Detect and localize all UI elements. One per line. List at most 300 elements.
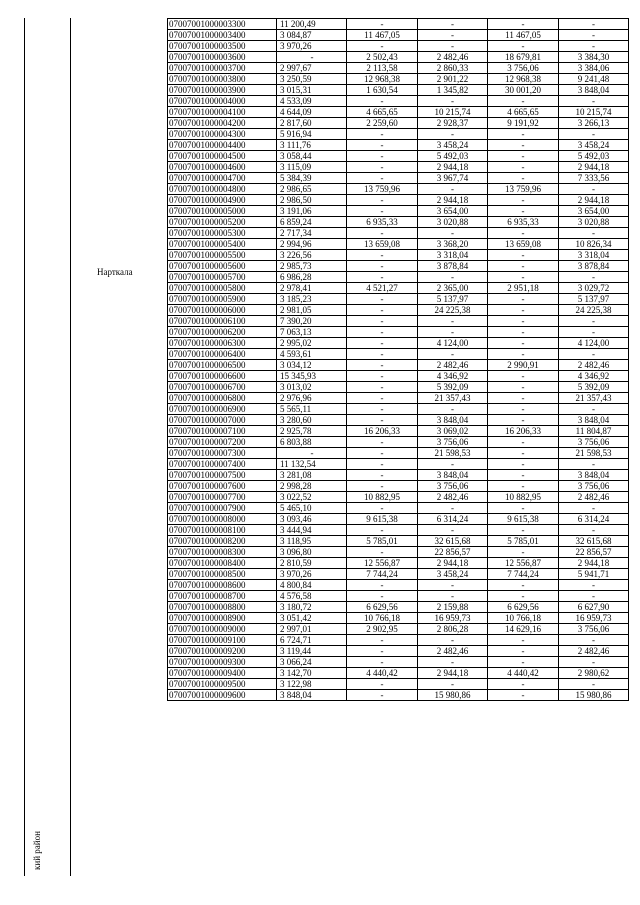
value-cell-4: - [488, 679, 559, 690]
value-cell-2: 10 766,18 [347, 613, 418, 624]
value-cell-3: 2 482,46 [418, 646, 488, 657]
code-cell: 07007001000006800 [168, 393, 277, 404]
value-cell-4: 5 785,01 [488, 536, 559, 547]
code-cell: 07007001000007300 [168, 448, 277, 459]
table-row [168, 63, 629, 74]
table-row [168, 294, 629, 305]
value-cell-4: - [488, 437, 559, 448]
table-row [168, 184, 629, 195]
value-cell-4: 18 679,81 [488, 52, 559, 63]
value-cell-1: 2 995,02 [277, 338, 347, 349]
value-cell-4: - [488, 129, 559, 140]
value-cell-2: - [347, 646, 418, 657]
value-cell-5: 3 458,24 [559, 140, 629, 151]
value-cell-5: 3 384,06 [559, 63, 629, 74]
code-cell: 07007001000007600 [168, 481, 277, 492]
code-cell: 07007001000005300 [168, 228, 277, 239]
value-cell-1: 6 986,28 [277, 272, 347, 283]
value-cell-4: 10 882,95 [488, 492, 559, 503]
table-row [168, 74, 629, 85]
value-cell-4: - [488, 294, 559, 305]
value-cell-5: 21 357,43 [559, 393, 629, 404]
value-cell-4: 13 659,08 [488, 239, 559, 250]
value-cell-4: - [488, 591, 559, 602]
value-cell-3: 2 944,18 [418, 668, 488, 679]
value-cell-5: 7 333,56 [559, 173, 629, 184]
value-cell-2: - [347, 371, 418, 382]
value-cell-2: - [347, 162, 418, 173]
value-cell-4: - [488, 272, 559, 283]
table-row [168, 349, 629, 360]
table-row [168, 525, 629, 536]
value-cell-2: 12 556,87 [347, 558, 418, 569]
code-cell: 07007001000008800 [168, 602, 277, 613]
value-cell-1: 6 724,71 [277, 635, 347, 646]
value-cell-1: 7 390,20 [277, 316, 347, 327]
value-cell-4: - [488, 646, 559, 657]
code-cell: 07007001000009300 [168, 657, 277, 668]
value-cell-5: 2 482,46 [559, 646, 629, 657]
value-cell-4: - [488, 349, 559, 360]
value-cell-2: - [347, 316, 418, 327]
value-cell-5: 3 318,04 [559, 250, 629, 261]
code-cell: 07007001000008700 [168, 591, 277, 602]
table-row [168, 426, 629, 437]
value-cell-3: - [418, 30, 488, 41]
value-cell-1: 3 118,95 [277, 536, 347, 547]
region-label: кий район [32, 831, 42, 870]
value-cell-4: 3 756,06 [488, 63, 559, 74]
value-cell-5: 3 756,06 [559, 437, 629, 448]
value-cell-1: 6 859,24 [277, 217, 347, 228]
value-cell-5: 15 980,86 [559, 690, 629, 701]
value-cell-4: - [488, 162, 559, 173]
code-cell: 07007001000005500 [168, 250, 277, 261]
value-cell-3: 3 848,04 [418, 470, 488, 481]
code-cell: 07007001000008200 [168, 536, 277, 547]
value-cell-5: 3 654,00 [559, 206, 629, 217]
value-cell-3: - [418, 657, 488, 668]
table-row [168, 393, 629, 404]
value-cell-3: 3 848,04 [418, 415, 488, 426]
value-cell-1: 2 994,96 [277, 239, 347, 250]
value-cell-5: - [559, 525, 629, 536]
value-cell-3: - [418, 580, 488, 591]
code-cell: 07007001000008500 [168, 569, 277, 580]
value-cell-2: 6 629,56 [347, 602, 418, 613]
value-cell-4: - [488, 690, 559, 701]
code-cell: 07007001000006000 [168, 305, 277, 316]
value-cell-4: - [488, 382, 559, 393]
value-cell-1: 2 925,78 [277, 426, 347, 437]
value-cell-2: - [347, 19, 418, 30]
value-cell-1: 2 986,65 [277, 184, 347, 195]
value-cell-2: - [347, 657, 418, 668]
value-cell-1: 3 185,23 [277, 294, 347, 305]
value-cell-3: 2 159,88 [418, 602, 488, 613]
code-cell: 07007001000004500 [168, 151, 277, 162]
value-cell-5: - [559, 316, 629, 327]
value-cell-4: 13 759,96 [488, 184, 559, 195]
value-cell-5: 3 878,84 [559, 261, 629, 272]
value-cell-3: 2 482,46 [418, 360, 488, 371]
value-cell-5: - [559, 503, 629, 514]
table-row [168, 217, 629, 228]
value-cell-4: 9 615,38 [488, 514, 559, 525]
value-cell-3: 3 318,04 [418, 250, 488, 261]
value-cell-5: - [559, 30, 629, 41]
value-cell-2: - [347, 195, 418, 206]
value-cell-5: 4 346,92 [559, 371, 629, 382]
value-cell-4: 9 191,92 [488, 118, 559, 129]
code-cell: 07007001000004900 [168, 195, 277, 206]
value-cell-4: 6 935,33 [488, 217, 559, 228]
value-cell-4: - [488, 404, 559, 415]
value-cell-3: 2 860,33 [418, 63, 488, 74]
value-cell-5: 32 615,68 [559, 536, 629, 547]
value-cell-1: 2 985,73 [277, 261, 347, 272]
code-cell: 07007001000003400 [168, 30, 277, 41]
table-row [168, 624, 629, 635]
table-row [168, 558, 629, 569]
value-cell-1: 3 093,46 [277, 514, 347, 525]
table-row [168, 19, 629, 30]
table-row [168, 305, 629, 316]
value-cell-5: - [559, 327, 629, 338]
code-cell: 07007001000005200 [168, 217, 277, 228]
value-cell-3: - [418, 635, 488, 646]
table-row [168, 118, 629, 129]
value-cell-5: 2 980,62 [559, 668, 629, 679]
table-row [168, 338, 629, 349]
value-cell-4: - [488, 580, 559, 591]
code-cell: 07007001000007700 [168, 492, 277, 503]
code-cell: 07007001000006200 [168, 327, 277, 338]
code-cell: 07007001000006600 [168, 371, 277, 382]
value-cell-4: 14 629,16 [488, 624, 559, 635]
value-cell-5: - [559, 404, 629, 415]
value-cell-3: 24 225,38 [418, 305, 488, 316]
value-cell-3: 3 368,20 [418, 239, 488, 250]
value-cell-2: - [347, 349, 418, 360]
value-cell-3: - [418, 679, 488, 690]
table-row [168, 448, 629, 459]
table-row [168, 668, 629, 679]
value-cell-3: 3 878,84 [418, 261, 488, 272]
value-cell-5: 5 137,97 [559, 294, 629, 305]
code-cell: 07007001000004600 [168, 162, 277, 173]
value-cell-2: - [347, 96, 418, 107]
value-cell-3: 2 806,28 [418, 624, 488, 635]
value-cell-4: - [488, 327, 559, 338]
code-cell: 07007001000006100 [168, 316, 277, 327]
value-cell-3: 3 756,06 [418, 481, 488, 492]
value-cell-3: 3 458,24 [418, 140, 488, 151]
value-cell-2: 13 759,96 [347, 184, 418, 195]
value-cell-1: - [277, 52, 347, 63]
value-cell-1: 4 644,09 [277, 107, 347, 118]
value-cell-4: 6 629,56 [488, 602, 559, 613]
value-cell-1: 3 180,72 [277, 602, 347, 613]
value-cell-2: - [347, 690, 418, 701]
value-cell-2: - [347, 305, 418, 316]
code-cell: 07007001000006400 [168, 349, 277, 360]
value-cell-2: - [347, 404, 418, 415]
value-cell-1: 3 111,76 [277, 140, 347, 151]
table-row [168, 536, 629, 547]
value-cell-1: 2 997,01 [277, 624, 347, 635]
value-cell-4: 16 206,33 [488, 426, 559, 437]
table-row [168, 162, 629, 173]
value-cell-3: - [418, 525, 488, 536]
value-cell-2: - [347, 250, 418, 261]
value-cell-1: 5 916,94 [277, 129, 347, 140]
value-cell-2: - [347, 437, 418, 448]
value-cell-2: - [347, 481, 418, 492]
value-cell-5: 4 124,00 [559, 338, 629, 349]
value-cell-5: - [559, 19, 629, 30]
value-cell-3: 3 756,06 [418, 437, 488, 448]
value-cell-4: - [488, 41, 559, 52]
value-cell-3: - [418, 591, 488, 602]
value-cell-4: - [488, 151, 559, 162]
table-row [168, 514, 629, 525]
value-cell-2: - [347, 382, 418, 393]
value-cell-2: 2 502,43 [347, 52, 418, 63]
table-row [168, 547, 629, 558]
table-row [168, 195, 629, 206]
value-cell-5: - [559, 272, 629, 283]
value-cell-4: - [488, 657, 559, 668]
code-cell: 07007001000008900 [168, 613, 277, 624]
value-cell-1: 4 593,61 [277, 349, 347, 360]
value-cell-3: 3 069,02 [418, 426, 488, 437]
value-cell-1: 4 533,09 [277, 96, 347, 107]
value-cell-2: 2 113,58 [347, 63, 418, 74]
value-cell-4: - [488, 459, 559, 470]
table-row [168, 107, 629, 118]
value-cell-3: 22 856,57 [418, 547, 488, 558]
value-cell-5: 22 856,57 [559, 547, 629, 558]
value-cell-3: 2 944,18 [418, 162, 488, 173]
value-cell-4: - [488, 393, 559, 404]
value-cell-1: 2 981,05 [277, 305, 347, 316]
code-cell: 07007001000008400 [168, 558, 277, 569]
value-cell-2: 4 665,65 [347, 107, 418, 118]
table-row [168, 580, 629, 591]
value-cell-3: 32 615,68 [418, 536, 488, 547]
value-cell-5: 3 756,06 [559, 481, 629, 492]
value-cell-2: 2 259,60 [347, 118, 418, 129]
value-cell-5: 3 848,04 [559, 470, 629, 481]
value-cell-4: - [488, 547, 559, 558]
table-row [168, 382, 629, 393]
value-cell-5: 2 482,46 [559, 360, 629, 371]
code-cell: 07007001000009200 [168, 646, 277, 657]
value-cell-3: - [418, 96, 488, 107]
value-cell-5: 10 826,34 [559, 239, 629, 250]
value-cell-5: 10 215,74 [559, 107, 629, 118]
table-row [168, 613, 629, 624]
value-cell-5: 3 756,06 [559, 624, 629, 635]
value-cell-1: 11 200,49 [277, 19, 347, 30]
value-cell-1: 2 997,67 [277, 63, 347, 74]
value-cell-4: 10 766,18 [488, 613, 559, 624]
code-cell: 07007001000006500 [168, 360, 277, 371]
value-cell-4: - [488, 481, 559, 492]
value-cell-1: 3 119,44 [277, 646, 347, 657]
value-cell-2: 1 630,54 [347, 85, 418, 96]
table-row [168, 30, 629, 41]
value-cell-1: 4 576,58 [277, 591, 347, 602]
table-row [168, 327, 629, 338]
value-cell-3: 4 124,00 [418, 338, 488, 349]
value-cell-5: - [559, 635, 629, 646]
district-label: Нарткала [97, 267, 133, 277]
value-cell-4: 12 968,38 [488, 74, 559, 85]
code-cell: 07007001000006900 [168, 404, 277, 415]
table-row [168, 404, 629, 415]
table-body [168, 19, 629, 701]
value-cell-1: 3 970,26 [277, 41, 347, 52]
code-cell: 07007001000008300 [168, 547, 277, 558]
code-cell: 07007001000004300 [168, 129, 277, 140]
code-cell: 07007001000005900 [168, 294, 277, 305]
value-cell-5: - [559, 184, 629, 195]
value-cell-1: 3 051,42 [277, 613, 347, 624]
value-cell-4: 12 556,87 [488, 558, 559, 569]
code-cell: 07007001000003900 [168, 85, 277, 96]
value-cell-2: 16 206,33 [347, 426, 418, 437]
value-cell-4: - [488, 250, 559, 261]
value-cell-4: - [488, 635, 559, 646]
value-cell-5: - [559, 580, 629, 591]
value-cell-2: - [347, 448, 418, 459]
value-cell-2: - [347, 679, 418, 690]
value-cell-1: 3 013,02 [277, 382, 347, 393]
value-cell-2: 13 659,08 [347, 239, 418, 250]
value-cell-3: 21 357,43 [418, 393, 488, 404]
value-cell-1: 6 803,88 [277, 437, 347, 448]
value-cell-2: - [347, 272, 418, 283]
value-cell-1: 5 565,11 [277, 404, 347, 415]
table-row [168, 646, 629, 657]
value-cell-3: 5 392,09 [418, 382, 488, 393]
value-cell-3: 3 654,00 [418, 206, 488, 217]
code-cell: 07007001000004100 [168, 107, 277, 118]
value-cell-5: 16 959,73 [559, 613, 629, 624]
value-cell-5: - [559, 129, 629, 140]
value-cell-3: - [418, 228, 488, 239]
value-cell-3: 15 980,86 [418, 690, 488, 701]
value-cell-4: 2 951,18 [488, 283, 559, 294]
value-cell-5: 5 392,09 [559, 382, 629, 393]
value-cell-2: - [347, 228, 418, 239]
table-row [168, 569, 629, 580]
value-cell-2: 10 882,95 [347, 492, 418, 503]
table-row [168, 371, 629, 382]
value-cell-2: - [347, 173, 418, 184]
value-cell-3: - [418, 316, 488, 327]
code-cell: 07007001000004200 [168, 118, 277, 129]
value-cell-1: 3 226,56 [277, 250, 347, 261]
value-cell-1: 3 084,87 [277, 30, 347, 41]
value-cell-3: - [418, 459, 488, 470]
table-row [168, 96, 629, 107]
value-cell-5: 11 804,87 [559, 426, 629, 437]
value-cell-3: 21 598,53 [418, 448, 488, 459]
value-cell-4: - [488, 305, 559, 316]
value-cell-5: 5 941,71 [559, 569, 629, 580]
value-cell-1: 7 063,13 [277, 327, 347, 338]
value-cell-2: - [347, 591, 418, 602]
value-cell-5: - [559, 657, 629, 668]
value-cell-1: 5 384,39 [277, 173, 347, 184]
code-cell: 07007001000009600 [168, 690, 277, 701]
value-cell-3: 4 346,92 [418, 371, 488, 382]
value-cell-2: 4 440,42 [347, 668, 418, 679]
value-cell-3: 3 458,24 [418, 569, 488, 580]
code-cell: 07007001000008000 [168, 514, 277, 525]
value-cell-2: - [347, 393, 418, 404]
table-row [168, 492, 629, 503]
value-cell-1: 2 810,59 [277, 558, 347, 569]
code-cell: 07007001000007400 [168, 459, 277, 470]
table-row [168, 679, 629, 690]
value-cell-4: 11 467,05 [488, 30, 559, 41]
value-cell-3: - [418, 503, 488, 514]
code-cell: 07007001000006700 [168, 382, 277, 393]
code-cell: 07007001000005400 [168, 239, 277, 250]
value-cell-1: 4 800,84 [277, 580, 347, 591]
value-cell-1: 3 142,70 [277, 668, 347, 679]
value-cell-5: - [559, 349, 629, 360]
value-cell-3: 2 944,18 [418, 558, 488, 569]
table-row [168, 470, 629, 481]
table-row [168, 129, 629, 140]
value-cell-3: - [418, 129, 488, 140]
value-cell-5: - [559, 96, 629, 107]
value-cell-4: - [488, 195, 559, 206]
table-row [168, 602, 629, 613]
value-cell-5: 3 266,13 [559, 118, 629, 129]
value-cell-1: 3 096,80 [277, 547, 347, 558]
value-cell-5: 6 314,24 [559, 514, 629, 525]
table-row [168, 657, 629, 668]
value-cell-1: 3 066,24 [277, 657, 347, 668]
table-row [168, 360, 629, 371]
value-cell-1: 3 015,31 [277, 85, 347, 96]
code-cell: 07007001000009000 [168, 624, 277, 635]
value-cell-5: 9 241,48 [559, 74, 629, 85]
value-cell-1: 3 191,06 [277, 206, 347, 217]
table-row [168, 591, 629, 602]
value-cell-3: 2 482,46 [418, 52, 488, 63]
value-cell-2: - [347, 151, 418, 162]
table-row [168, 85, 629, 96]
value-cell-4: - [488, 525, 559, 536]
code-cell: 07007001000009400 [168, 668, 277, 679]
value-cell-5: 5 492,03 [559, 151, 629, 162]
value-cell-2: - [347, 547, 418, 558]
value-cell-2: 4 521,27 [347, 283, 418, 294]
code-cell: 07007001000004700 [168, 173, 277, 184]
code-cell: 07007001000005700 [168, 272, 277, 283]
value-cell-3: 5 137,97 [418, 294, 488, 305]
code-cell: 07007001000004400 [168, 140, 277, 151]
value-cell-2: - [347, 635, 418, 646]
table-row [168, 690, 629, 701]
